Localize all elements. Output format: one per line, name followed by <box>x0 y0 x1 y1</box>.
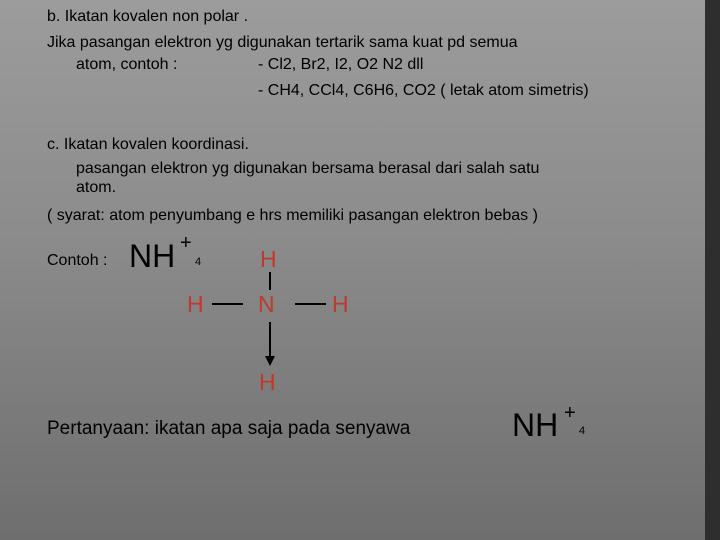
atom-h-top: H <box>260 246 277 272</box>
section-c-line3: ( syarat: atom penyumbang e hrs memiliki pasangan elektron bebas ) <box>47 207 538 224</box>
atom-h-right: H <box>332 291 349 317</box>
example-label: Contoh : <box>47 252 108 269</box>
question-text: Pertanyaan: ikatan apa saja pada senyawa <box>47 418 411 439</box>
question-formula-subscript: 4 <box>579 425 586 437</box>
question-formula: NH <box>512 407 559 443</box>
section-b-line1: Jika pasangan elektron yg digunakan tertarik sama kuat pd semua <box>47 34 518 51</box>
question-formula-charge: + <box>564 402 576 424</box>
atom-h-bottom: H <box>259 369 276 395</box>
section-b-heading: b. Ikatan kovalen non polar . <box>47 8 249 25</box>
example-formula: NH <box>129 238 176 274</box>
section-c-line2: atom. <box>76 179 117 196</box>
atom-h-left: H <box>187 291 204 317</box>
section-c-line1: pasangan elektron yg digunakan bersama berasal dari salah satu <box>76 160 540 177</box>
example-formula-subscript: 4 <box>195 256 202 268</box>
section-b-line2a: atom, contoh : <box>76 56 178 73</box>
example-formula-charge: + <box>180 232 192 254</box>
coordinate-arrowhead <box>265 356 275 366</box>
section-b-line2b: - Cl2, Br2, I2, O2 N2 dll <box>258 56 424 73</box>
section-b-line3: - CH4, CCl4, C6H6, CO2 ( letak atom simetris) <box>258 82 589 99</box>
atom-n-center: N <box>258 291 275 317</box>
section-c-heading: c. Ikatan kovalen koordinasi. <box>47 136 249 153</box>
